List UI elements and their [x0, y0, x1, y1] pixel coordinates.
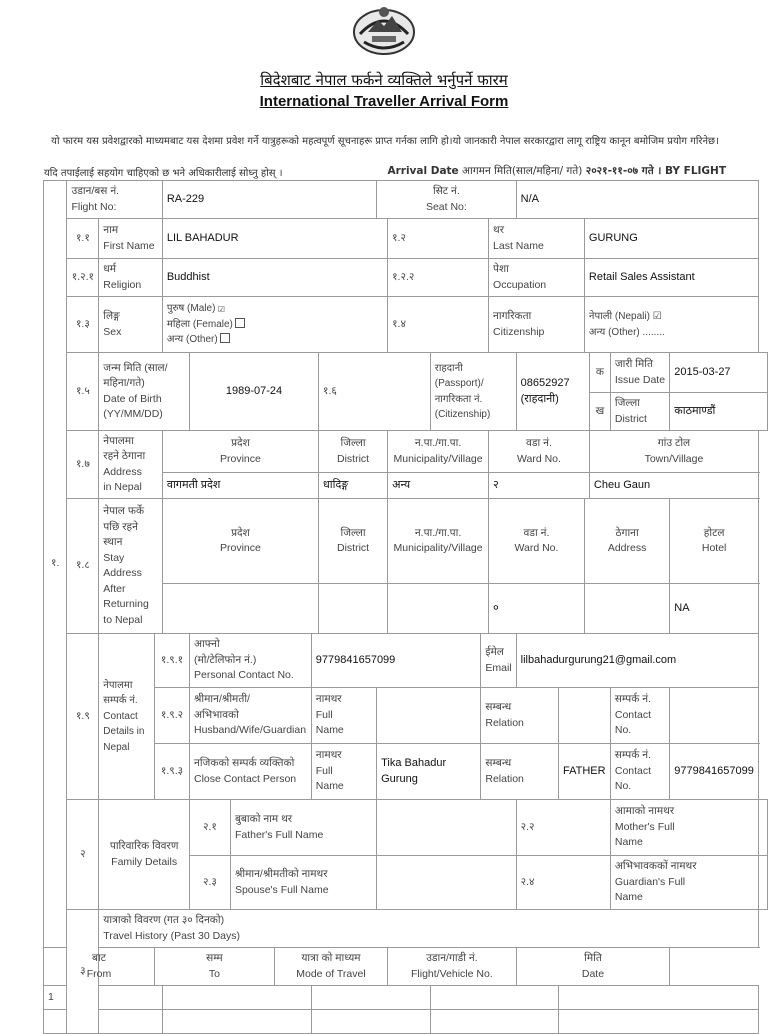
intro-text: यो फारम यस प्रवेशद्वारको माध्यमबाट यस देशमा प्रवेश गर्ने यात्रुहरूको महत्वपूर्ण सूचनाहरू प्राप्त गर्नका लागि हो।यो जानकारी नेपाल सरकारद्वारा लागू राष्ट्रिय कानून बमोजिम प्रयोग गरिनेछ।	[51, 136, 719, 147]
travel-row-number-2	[44, 1010, 67, 1034]
travel-date-value[interactable]	[558, 986, 758, 1010]
passport-number: १.६	[318, 353, 430, 431]
contact-number: १.९	[67, 634, 99, 800]
female-checkbox[interactable]	[235, 318, 245, 328]
address-number: १.७	[67, 431, 99, 499]
personal-contact-value[interactable]: 9779841657099	[311, 634, 481, 688]
nepal-emblem-logo	[350, 2, 418, 56]
guardian-relation-label: सम्बन्ध Relation	[481, 688, 559, 744]
father-name-value[interactable]	[377, 800, 517, 856]
arrival-date	[387, 164, 726, 178]
passport-label: राहदानी (Passport)/ नागरिकता नं. (Citizenship)	[430, 353, 516, 431]
stay-address-value[interactable]	[584, 584, 669, 634]
mother-name-value[interactable]	[759, 800, 768, 856]
flight-no-value[interactable]: RA-229	[162, 181, 376, 219]
close-contact-name-value[interactable]: Tika Bahadur Gurung	[377, 744, 481, 800]
spouse-number: २.३	[190, 856, 231, 910]
stay-province-value[interactable]	[162, 584, 318, 634]
mother-name-label: आमाको नामथर Mother's Full Name	[610, 800, 758, 856]
sex-female-option[interactable]: महिला (Female)	[167, 317, 383, 333]
father-number: २.१	[190, 800, 231, 856]
spouse-name-value[interactable]	[377, 856, 517, 910]
stay-municipality-header: न.पा./गा.पा. Municipality/Village	[388, 499, 489, 584]
issue-district-value[interactable]: काठमाण्डौं	[670, 393, 768, 431]
stay-hotel-value[interactable]: NA	[670, 584, 759, 634]
stay-district-header: जिल्ला District	[318, 499, 387, 584]
close-contact-label: नजिकको सम्पर्क व्यक्तिको Close Contact Person	[190, 744, 312, 800]
first-name-value[interactable]: LIL BAHADUR	[162, 219, 387, 259]
stay-district-value[interactable]	[318, 584, 387, 634]
arrival-label-np: आगमन मिति(साल/महिना/ गते)	[462, 165, 583, 177]
issue-date-marker: क	[589, 353, 610, 393]
stay-province-header: प्रदेश Province	[162, 499, 318, 584]
guardian-family-label: अभिभावककों नामथर Guardian's Full Name	[610, 856, 758, 910]
sex-number: १.३	[67, 297, 99, 353]
district-marker: ख	[589, 393, 610, 431]
section-2-number: २	[67, 800, 99, 910]
arrival-form-table	[43, 180, 768, 1034]
stay-ward-header: वडा नं. Ward No.	[489, 499, 585, 584]
stay-ward-value[interactable]: ०	[489, 584, 585, 634]
ward-value[interactable]: २	[489, 473, 590, 499]
section-3-number: ३	[67, 910, 99, 1034]
form-title-nepali: बिदेशबाट नेपाल फर्कने व्यक्तिले भर्नुपर्ने फारम	[260, 71, 508, 89]
personal-contact-number: १.९.१	[154, 634, 189, 688]
dob-value[interactable]: 1989-07-24	[190, 353, 319, 431]
district-header: जिल्ला District	[318, 431, 387, 473]
religion-value[interactable]: Buddhist	[162, 259, 387, 297]
name-number: १.१	[67, 219, 99, 259]
spouse-name-label: श्रीमान/श्रीमतीको नामथर Spouse's Full Name	[230, 856, 376, 910]
last-name-number: १.२	[388, 219, 489, 259]
guardian-family-value[interactable]	[759, 856, 768, 910]
guardian-label: श्रीमान/श्रीमती/ अभिभावको Husband/Wife/Guardian	[190, 688, 312, 744]
first-name-label: नाम First Name	[99, 219, 163, 259]
guardian-relation-value[interactable]	[558, 688, 610, 744]
travel-flight-value[interactable]	[430, 986, 558, 1010]
district-value[interactable]: धादिङ्ग	[318, 473, 387, 499]
citizenship-label: नागरिकता Citizenship	[489, 297, 585, 353]
travel-to-value[interactable]	[162, 986, 311, 1010]
nepali-checkbox-checked[interactable]: ☑	[652, 311, 662, 322]
travel-mode-header: यात्रा को माध्यम Mode of Travel	[274, 948, 387, 986]
travel-mode-value-2[interactable]	[311, 1010, 430, 1034]
guardian-name-value[interactable]	[377, 688, 481, 744]
religion-label: धर्म Religion	[99, 259, 163, 297]
father-name-label: बुबाको नाम थर Father's Full Name	[230, 800, 376, 856]
travel-flight-value-2[interactable]	[430, 1010, 558, 1034]
arrival-label: Arrival Date	[387, 165, 459, 177]
close-contact-number: १.९.३	[154, 744, 189, 800]
sex-other-option[interactable]: अन्य (Other)	[167, 332, 383, 348]
travel-flight-header: उडान/गाडी नं. Flight/Vehicle No.	[388, 948, 517, 986]
sex-label: लिङ्ग Sex	[99, 297, 163, 353]
dob-label: जन्म मिति (साल/ महिना/गते) Date of Birth (YY/MM/DD)	[99, 353, 190, 431]
close-contact-relation-value[interactable]: FATHER	[558, 744, 610, 800]
issue-date-label: जारी मिति Issue Date	[610, 353, 669, 393]
citizenship-other-option[interactable]: अन्य (Other) ........	[588, 326, 665, 338]
travel-mode-value[interactable]	[311, 986, 430, 1010]
form-title-english: International Traveller Arrival Form	[259, 93, 509, 110]
dob-number: १.५	[67, 353, 99, 431]
seat-no-value[interactable]: N/A	[516, 181, 758, 219]
sex-male-option[interactable]: पुरुष (Male) ☑	[166, 303, 225, 315]
stay-label: नेपाल फर्के पछि रहने स्थान Stay Address After Returning to Nepal	[99, 499, 163, 634]
province-header: प्रदेश Province	[162, 431, 318, 473]
occupation-value[interactable]: Retail Sales Assistant	[584, 259, 758, 297]
passport-value[interactable]: 08652927 (राहदानी)	[516, 353, 589, 431]
address-label: नेपालमा रहने ठेगाना Address in Nepal	[99, 431, 163, 499]
last-name-value[interactable]: GURUNG	[584, 219, 758, 259]
guardian-family-number: २.४	[516, 856, 610, 910]
occupation-number: १.२.२	[388, 259, 489, 297]
section-1-number: १.	[44, 181, 67, 948]
travel-date-value-2[interactable]	[558, 1010, 758, 1034]
municipality-value[interactable]: अन्य	[388, 473, 489, 499]
close-contact-relation-label: सम्बन्ध Relation	[481, 744, 559, 800]
last-name-label: थर Last Name	[489, 219, 585, 259]
travel-from-value-2[interactable]	[99, 1010, 163, 1034]
travel-history-label: यात्राको विवरण (गत ३० दिनको) Travel History (Past 30 Days)	[99, 910, 759, 948]
travel-to-header: सम्म To	[154, 948, 274, 986]
citizenship-options	[584, 297, 758, 353]
close-contact-no-value[interactable]: 9779841657099	[670, 744, 759, 800]
stay-municipality-value[interactable]	[388, 584, 489, 634]
guardian-contact-value[interactable]	[670, 688, 759, 744]
town-value[interactable]: Cheu Gaun	[589, 473, 758, 499]
flight-label: उडान/बस नं. Flight No:	[67, 181, 162, 219]
travel-to-value-2[interactable]	[162, 1010, 311, 1034]
contact-label: नेपालमा सम्पर्क नं. Contact Details in Nepal	[99, 634, 155, 800]
email-label: ईमेल Email	[481, 634, 516, 688]
municipality-header: न.पा./गा.पा. Municipality/Village	[388, 431, 489, 473]
citizenship-nepali-option[interactable]: नेपाली (Nepali) ☑	[588, 311, 662, 322]
guardian-number: १.९.२	[154, 688, 189, 744]
issue-date-value[interactable]: 2015-03-27	[670, 353, 768, 393]
religion-number: १.२.१	[67, 259, 99, 297]
close-contact-no-label: सम्पर्क नं. Contact No.	[610, 744, 669, 800]
province-value[interactable]: वागमती प्रदेश	[162, 473, 318, 499]
arrival-value: २०२१-११-०७ गते । BY FLIGHT	[585, 165, 726, 177]
stay-hotel-header: होटल Hotel	[670, 499, 759, 584]
mother-number: २.२	[516, 800, 610, 856]
seat-label: सिट नं. Seat No:	[377, 181, 517, 219]
close-contact-name-label: नामथर Full Name	[311, 744, 376, 800]
citizenship-number: १.४	[388, 297, 489, 353]
family-details-label: पारिवारिक विवरण Family Details	[99, 800, 190, 910]
stay-address-header: ठेगाना Address	[584, 499, 669, 584]
guardian-name-label: नामथर Full Name	[311, 688, 376, 744]
male-checkbox-checked[interactable]: ☑	[217, 305, 225, 315]
personal-contact-label: आफ्नो (मो/टेलिफोन नं.) Personal Contact No.	[190, 634, 312, 688]
travel-from-value[interactable]	[99, 986, 163, 1010]
other-checkbox[interactable]	[220, 333, 230, 343]
travel-date-header: मिति Date	[516, 948, 670, 986]
issue-district-label: जिल्ला District	[610, 393, 669, 431]
town-header: गांउ टोल Town/Village	[589, 431, 758, 473]
sex-options	[162, 297, 387, 353]
ward-header: वडा नं. Ward No.	[489, 431, 590, 473]
occupation-label: पेशा Occupation	[489, 259, 585, 297]
help-text: यदि तपाईलाई सहयोग चाहिएको छ भने अधिकारीलाई सोध्नु होस् ।	[44, 168, 283, 179]
guardian-contact-label: सम्पर्क नं. Contact No.	[610, 688, 669, 744]
travel-row-number: 1	[44, 986, 67, 1010]
stay-number: १.८	[67, 499, 99, 634]
travel-from-header: बाट From	[44, 948, 155, 986]
email-value[interactable]: lilbahadurgurung21@gmail.com	[516, 634, 758, 688]
